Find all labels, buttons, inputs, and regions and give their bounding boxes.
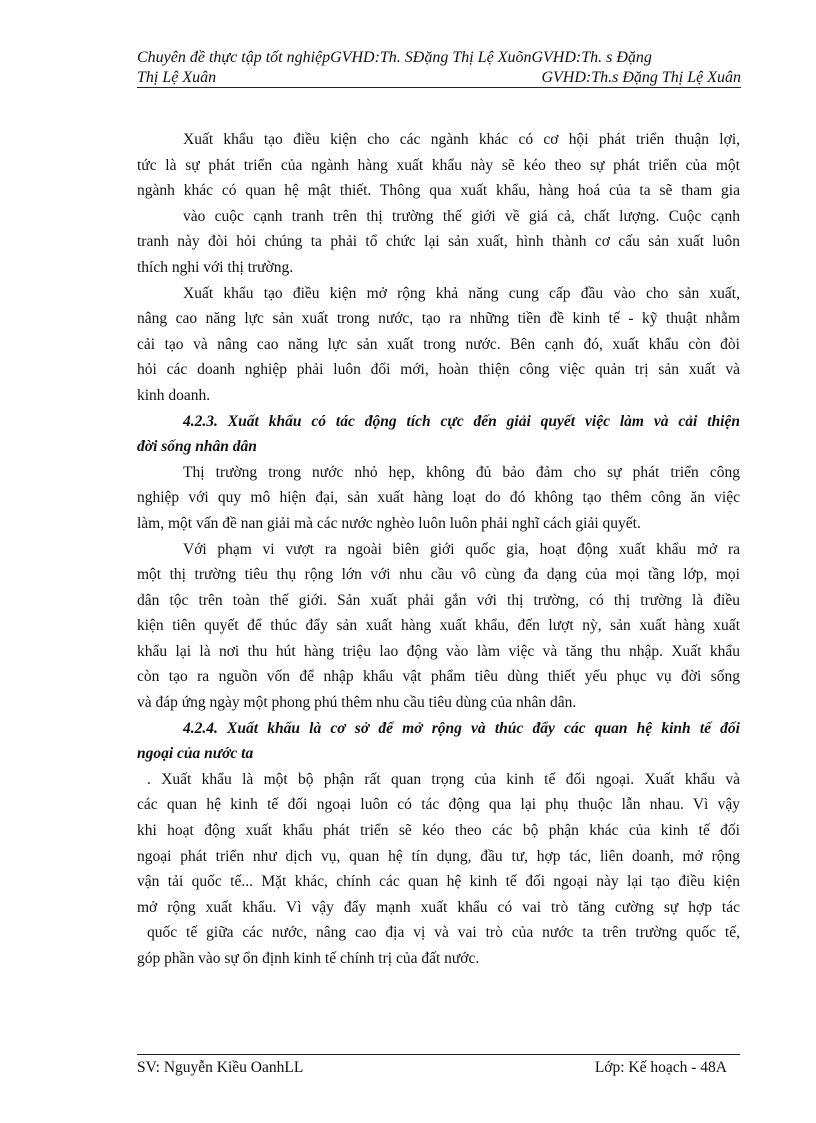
section-heading-4-2-3: 4.2.3. Xuất khẩu có tác động tích cực đến giải quyết việc làm và cải thiện [183, 412, 740, 430]
body-line: ngành khác có quan hệ mật thiết. Thông qua xuất khẩu, hàng hoá của ta sẽ tham gia [137, 182, 740, 200]
body-line: một thị trường tiêu thụ rộng lớn với nhu cầu vô cùng đa dạng của mọi tầng lớp, mọi [137, 566, 740, 584]
body-line: các quan hệ kinh tế đối ngoại luôn có tác động qua lại phụ thuộc lẫn nhau. Vì vậy [137, 796, 740, 814]
body-line: thích nghi với thị trường. [137, 258, 294, 276]
body-line: mở rộng xuất khẩu. Vì vậy đẩy mạnh xuất khẩu có vai trò tăng cường sự hợp tác [137, 898, 740, 916]
body-line: . Xuất khẩu là một bộ phận rất quan trọng của kinh tế đối ngoại. Xuất khẩu và [147, 770, 740, 788]
body-line: nâng cao năng lực sản xuất trong nước, tạo ra những tiền đề kinh tế - kỹ thuật nhằm [137, 310, 740, 328]
body-line: nghiệp với quy mô hiện đại, sản xuất hàng loạt do đó không tạo thêm công ăn việc [137, 489, 740, 507]
header-divider [137, 87, 741, 88]
body-line: khẩu lại là nơi thu hút hàng triệu lao động vào làm việc và tăng thu nhập. Xuất khẩu [137, 642, 740, 660]
body-line: Thị trường trong nước nhỏ hẹp, không đủ bảo đảm cho sự phát triển công [183, 463, 740, 481]
body-line: cải tạo và nâng cao năng lực sản xuất trong nước. Bên cạnh đó, xuất khẩu còn đòi [137, 335, 740, 353]
body-line: hỏi các doanh nghiệp phải luôn đổi mới, hoàn thiện công việc quản trị sản xuất và [137, 361, 740, 379]
section-heading-4-2-3-cont: đời sống nhân dân [137, 438, 257, 456]
document-body [137, 127, 740, 972]
header-advisor-name: Thị Lệ Xuân [137, 69, 217, 86]
body-line: Với phạm vi vượt ra ngoài biên giới quốc gia, hoạt động xuất khẩu mở ra [183, 540, 740, 558]
footer-class: Lớp: Kế hoạch - 48A [594, 1059, 727, 1076]
body-line: kinh doanh. [137, 386, 211, 404]
body-line: kiện tiên quyết để thúc đẩy sản xuất hàng xuất khẩu, đến lượt nỳ, sản xuất hàng xuất [137, 617, 740, 635]
footer-student: SV: Nguyễn Kiều OanhLL [137, 1059, 304, 1076]
footer-divider [137, 1054, 740, 1055]
section-heading-4-2-4-cont: ngoại của nước ta [137, 745, 254, 763]
body-line: khi hoạt động xuất khẩu phát triển sẽ kéo theo các bộ phận khác của kinh tế đối [137, 822, 740, 840]
body-line: Xuất khẩu tạo điều kiện cho các ngành khác có cơ hội phát triển thuận lợi, [183, 131, 740, 148]
body-line: góp phần vào sự ổn định kinh tế chính trị của đất nước. [137, 950, 480, 967]
body-line: Xuất khẩu tạo điều kiện mở rộng khả năng cung cấp đầu vào cho sản xuất, [183, 284, 740, 302]
body-line: còn tạo ra nguồn vốn để nhập khẩu vật phẩm tiêu dùng thiết yếu phục vụ đời sống [137, 668, 740, 686]
section-heading-4-2-4: 4.2.4. Xuất khẩu là cơ sở để mở rộng và thúc đẩy các quan hệ kinh tế đối [183, 719, 740, 737]
body-line: tranh này đòi hỏi chúng ta phải tổ chức lại sản xuất, hình thành cơ cấu sản xuất luôn [137, 233, 740, 251]
body-line: vào cuộc cạnh tranh trên thị trường thế giới về giá cả, chất lượng. Cuộc cạnh [183, 207, 740, 225]
page-footer [137, 1058, 727, 1078]
body-line: dân tộc trên toàn thế giới. Sản xuất phải gắn với thị trường, có thị trường là điều [137, 591, 740, 609]
body-line: vận tải quốc tế... Mặt khác, chính các quan hệ kinh tế đối ngoại này lại tạo điều kiện [137, 873, 740, 891]
body-line: và đáp ứng ngày một phong phú thêm nhu cầu tiêu dùng của nhân dân. [137, 694, 577, 712]
page-header [137, 48, 741, 88]
body-line: ngoại phát triển như dịch vụ, quan hệ tín dụng, đầu tư, hợp tác, liên doanh, mở rộng [137, 847, 740, 865]
header-advisor-repeat: GVHD:Th.s Đặng Thị Lệ Xuân [541, 69, 741, 86]
body-line: quốc tế giữa các nước, nâng cao địa vị và vai trò của nước ta trên trường quốc tế, [147, 924, 740, 942]
header-line-2 [137, 68, 741, 88]
body-line: tức là sự phát triển của ngành hàng xuất khẩu này sẽ kéo theo sự phát triển của một [137, 156, 740, 174]
header-line-1: Chuyên đề thực tập tốt nghiệpGVHD:Th. SĐặng Thị Lệ XuõnGVHD:Th. s Đặng [137, 49, 652, 66]
body-line: làm, một vấn đề nan giải mà các nước nghèo luôn luôn phải nghĩ cách giải quyết. [137, 514, 641, 532]
